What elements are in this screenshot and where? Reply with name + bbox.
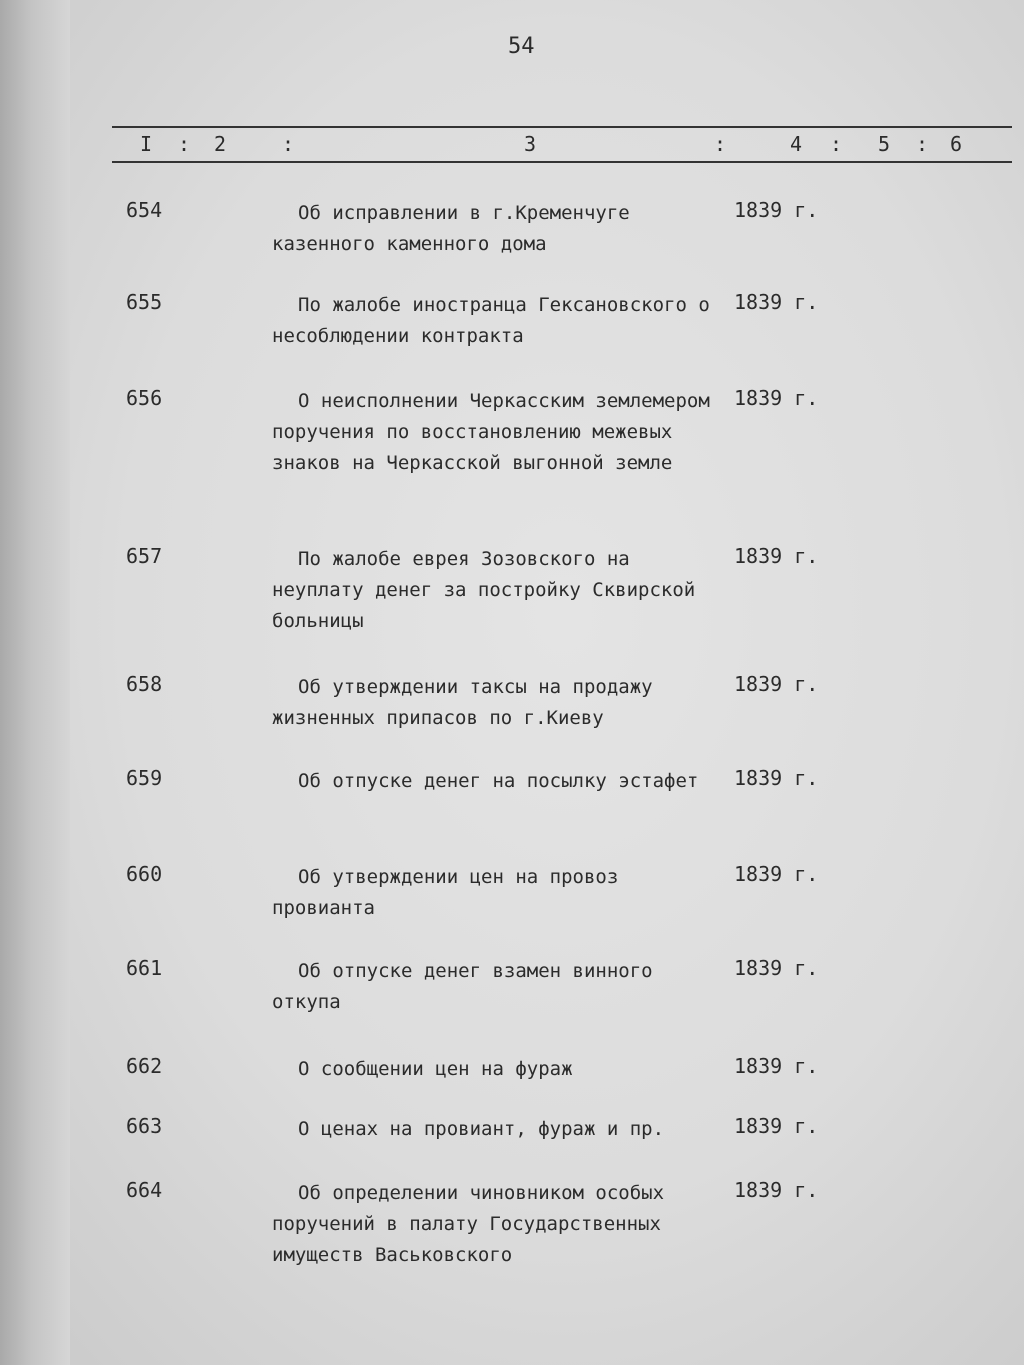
entry-title: Об определении чиновником особых поручений в палату Государственных имуществ Васьковского — [272, 1182, 665, 1266]
column-separator: : — [178, 132, 191, 156]
page-number: 54 — [508, 34, 535, 59]
column-5-header: 5 — [878, 132, 891, 156]
entry-year: 1839 г. — [734, 386, 819, 410]
entry-title: Об отпуске денег на посылку эстафет — [298, 770, 699, 792]
entry-year: 1839 г. — [734, 1178, 819, 1202]
column-separator: : — [830, 132, 843, 156]
entry-year: 1839 г. — [734, 766, 819, 790]
entry-title: О ценах на провиант, фураж и пр. — [298, 1118, 665, 1140]
table-header-bottom-rule — [112, 161, 1012, 163]
entry-number: 655 — [126, 290, 163, 314]
entry-title: О сообщении цен на фураж — [298, 1058, 573, 1080]
column-separator: : — [282, 132, 295, 156]
entry-number: 656 — [126, 386, 163, 410]
table-header-top-rule — [112, 126, 1012, 128]
entry-title: Об исправлении в г.Кременчуге казенного каменного дома — [272, 202, 630, 255]
entry-year: 1839 г. — [734, 544, 819, 568]
column-separator: : — [714, 132, 727, 156]
entry-year: 1839 г. — [734, 1054, 819, 1078]
entry-number: 663 — [126, 1114, 163, 1138]
entry-number: 659 — [126, 766, 163, 790]
entry-number: 662 — [126, 1054, 163, 1078]
entry-number: 657 — [126, 544, 163, 568]
entry-number: 654 — [126, 198, 163, 222]
entry-number: 658 — [126, 672, 163, 696]
column-4-header: 4 — [790, 132, 803, 156]
entry-year: 1839 г. — [734, 198, 819, 222]
entry-title: Об утверждении таксы на продажу жизненных припасов по г.Киеву — [272, 676, 653, 729]
entry-year: 1839 г. — [734, 290, 819, 314]
entry-year: 1839 г. — [734, 672, 819, 696]
entry-number: 664 — [126, 1178, 163, 1202]
column-1-header: I — [140, 132, 153, 156]
entry-year: 1839 г. — [734, 862, 819, 886]
entry-number: 660 — [126, 862, 163, 886]
entry-title: По жалобе иностранца Гексановского о несоблюдении контракта — [272, 294, 710, 347]
column-2-header: 2 — [214, 132, 227, 156]
entry-title: О неисполнении Черкасским землемером поручения по восстановлению межевых знаков на Черкасской выгонной земле — [272, 390, 710, 474]
entry-number: 661 — [126, 956, 163, 980]
column-3-header: 3 — [524, 132, 537, 156]
entry-title: По жалобе еврея Зозовского на неуплату денег за постройку Сквирской больницы — [272, 548, 696, 632]
entry-title: Об утверждении цен на провоз провианта — [272, 866, 619, 919]
entry-year: 1839 г. — [734, 1114, 819, 1138]
column-separator: : — [916, 132, 929, 156]
page-binding-shadow — [0, 0, 70, 1365]
entry-title: Об отпуске денег взамен винного откупа — [272, 960, 653, 1013]
entry-year: 1839 г. — [734, 956, 819, 980]
column-6-header: 6 — [950, 132, 963, 156]
